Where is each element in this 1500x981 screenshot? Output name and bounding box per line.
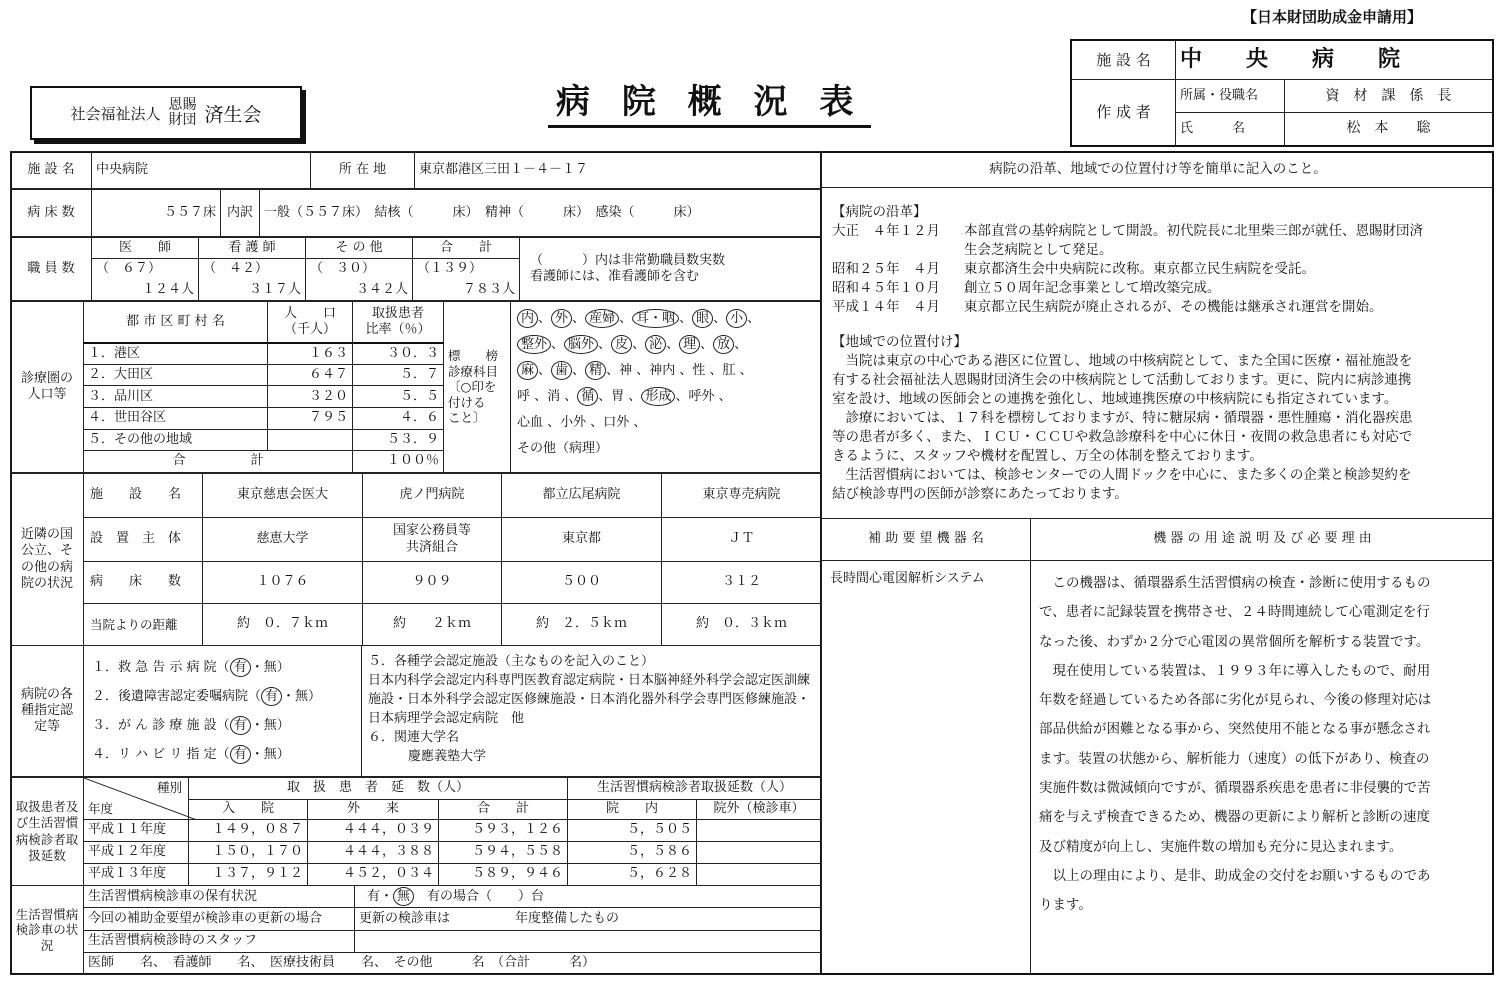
dept-circled: 産婦	[585, 309, 619, 328]
history-entry	[832, 241, 1492, 260]
facility-label: 施 設 名	[1071, 40, 1176, 80]
vehicle-yes: 有・	[367, 889, 394, 905]
patients-sum: ５９４，５５８	[439, 842, 568, 864]
equipment-head: 補 助 要 望 機 器 名	[822, 519, 1031, 561]
dept-plain: 呼 、消 、	[517, 389, 578, 404]
vehicle-ownership-label: 生活習慣病検診車の保有状況	[84, 886, 355, 908]
corporation-box	[30, 86, 302, 140]
patients-in: １３７，９１２	[189, 864, 308, 886]
designation-item	[92, 740, 357, 769]
breakdown-label: 内訳	[221, 190, 260, 237]
staff-head-doctor: 医 師	[92, 238, 199, 259]
designation-yes: 有	[261, 687, 282, 706]
equipment-use-line: 及び精度が向上し、実施件数の増加も充分に見込まれます。	[1039, 838, 1403, 855]
designation-no: ・無）	[282, 689, 322, 704]
nearby-beds: ５００	[502, 562, 662, 604]
history-text: 東京都済生会中央病院に改称。東京都立民生病院を受託。	[964, 261, 1315, 277]
equipment-use-line: で、患者に記録装置を携帯させ、２４時間連続して心電測定を行	[1039, 604, 1430, 621]
equipment-use-line: ります。	[1039, 897, 1092, 914]
corporation-mid	[169, 98, 197, 129]
nearby-head-name: 施 設 名	[84, 474, 203, 518]
nearby-name: 都立広尾病院	[502, 474, 662, 518]
staff-full-other: ３４２人	[306, 280, 413, 301]
dept-circled: 耳・咽	[632, 309, 679, 328]
staff-head-total: 合 計	[413, 238, 520, 259]
staff-note-1: （ ）内は非常勤職員数実数	[530, 252, 726, 268]
departments-line-3: 麻 、 歯 、 精 、神 、神内 、性 、肛 、	[517, 358, 815, 384]
patients-head-out: 外 来	[308, 800, 439, 820]
population-head-ratio-1: 取扱患者	[371, 305, 424, 321]
patients-year: 平成１３年度	[84, 864, 189, 886]
staff-full-doctor: １２４人	[92, 280, 199, 301]
patients-out: ４５２，０３４	[308, 864, 439, 886]
dept-value: 資 材 課 係 長	[1285, 80, 1494, 113]
area-ratio: ４．６	[353, 407, 444, 429]
history-date: 大正 ４年１２月	[832, 223, 940, 239]
area-name: ２．大田区	[84, 364, 268, 386]
beds-label: 病 床 数	[11, 190, 92, 237]
area-name: ４．世田谷区	[84, 407, 268, 429]
history-text: 生会芝病院として発足。	[964, 242, 1113, 258]
area-ratio: ３０．３	[353, 343, 444, 365]
row-facility	[10, 151, 822, 189]
patients-in: １５０，１７０	[189, 842, 308, 864]
area-ratio: ５３．９	[353, 429, 444, 451]
nearby-name: 東京慈恵会医大	[203, 474, 363, 518]
position-line: きるように、スタッフや機材を配置し、万全の体制を整えております。	[832, 448, 1263, 464]
dept-circled: 脳外	[564, 335, 598, 354]
patients-in: １４９，０８７	[189, 820, 308, 842]
facility-value: 中 央 病 院	[1176, 40, 1494, 80]
breakdown-value: 一般（５５７床） 結核（ 床） 精神（ 床） 感染（ 床）	[260, 190, 822, 237]
application-tag: 【日本財団助成金申請用】	[1242, 8, 1423, 26]
nearby-owner: 東京都	[502, 518, 662, 562]
designations-label: 病院の各種指定認定等	[11, 646, 84, 777]
departments-line-5: 心血 、小外 、口外 、	[517, 415, 647, 430]
row-beds	[10, 189, 822, 237]
nearby-distance: 約 ２．５ｋｍ	[502, 604, 662, 646]
dept-circled: 泌	[645, 335, 666, 354]
nearby-distance: 約 ０．７ｋｍ	[203, 604, 363, 646]
nearby-beds: ９０９	[362, 562, 501, 604]
equipment-use-line: 実施件数は微減傾向ですが、循環器系疾患を患者に非侵襲的で苦	[1039, 780, 1431, 797]
university-value: 慶應義塾大学	[408, 749, 487, 764]
society-text: 日本内科学会認定内科専門医教育認定病院・日本脳神経外科学会認定医訓練施設・日本外科学会認定医修練施設・日本消化器外科学会専門医修練施設・日本病理学会認定病院 他	[368, 673, 811, 726]
staff-note-2: 看護師には、准看護師を含む	[530, 269, 700, 284]
row-population	[10, 301, 822, 473]
area-pop: １６３	[268, 343, 353, 365]
history-instruction: 病院の沿革、地域での位置付け等を簡単に記入のこと。	[822, 151, 1494, 188]
equipment-use-line: 部品供給が困難となる事から、突然使用不能となる事が懸念され	[1039, 721, 1431, 738]
designation-text: １．救 急 告 示 病 院	[92, 660, 217, 675]
area-name: １．港区	[84, 343, 268, 365]
dept-circled: 内	[517, 309, 538, 328]
dept-circled: 眼	[692, 309, 713, 328]
patients-check-in: ５，５８６	[568, 842, 697, 864]
population-label: 診療圏の人口等	[11, 302, 84, 473]
designations-societies	[362, 646, 822, 777]
dept-plain: 胃 、	[611, 389, 642, 404]
equipment-use-line: 現在使用している装置は、１９９３年に導入したもので、耐用	[1039, 662, 1431, 679]
area-name: ５．その他の地域	[84, 429, 268, 451]
designation-yes: 有	[230, 745, 251, 764]
patients-year: 平成１１年度	[84, 820, 189, 842]
nearby-distance: 約 ２ｋｍ	[362, 604, 501, 646]
staff-head-nurse: 看 護 師	[199, 238, 306, 259]
designation-paren: （	[216, 747, 230, 762]
history-text: 東京都立民生病院が廃止されるが、その機能は継承され運営を開始。	[964, 299, 1383, 315]
patients-head-in: 入 院	[189, 800, 308, 820]
patients-head-check-out: 院外（検診車）	[697, 800, 822, 820]
history-entry	[832, 298, 1492, 317]
name-value: 松 本 聡	[1285, 113, 1494, 146]
location-label: 所 在 地	[311, 152, 415, 189]
area-total-ratio: １００％	[353, 451, 444, 473]
area-ratio: ５．５	[353, 386, 444, 408]
departments-line-6: その他（病理）	[517, 441, 609, 456]
equipment-use-line: 以上の理由により、是非、助成金の交付をお願いするものであ	[1039, 867, 1431, 884]
creator-table	[1070, 39, 1494, 147]
history-date: 平成１４年 ４月	[832, 299, 940, 315]
dept-circled: 形成	[641, 387, 675, 406]
area-pop: ３２０	[268, 386, 353, 408]
departments-line-4: 呼 、消 、 循 、胃 、 形成 、呼外 、	[517, 389, 732, 404]
nearby-distance: 約 ０．３ｋｍ	[662, 604, 822, 646]
departments-head-3: 〔○印を	[448, 379, 497, 395]
equipment-use-line: ます。装置の状態から、解析能力（速度）の低下があり、検査の	[1039, 750, 1430, 767]
patients-check-out	[697, 842, 822, 864]
position-title: 【地域での位置付け】	[832, 334, 967, 350]
dept-circled: 麻	[517, 361, 538, 380]
location-value: 東京都港区三田１－４－１７	[415, 152, 822, 189]
row-patients	[10, 777, 822, 886]
designation-paren: （	[216, 718, 230, 733]
facility-name-value: 中央病院	[92, 152, 311, 189]
departments-head-1: 標 榜	[448, 347, 499, 363]
position-line: 結び検診専門の医師が診察にあたっております。	[832, 486, 1128, 502]
dept-circled: 理	[679, 335, 700, 354]
population-head-pop	[268, 302, 353, 343]
staff-full-total: ７８３人	[413, 280, 520, 301]
nearby-head-owner: 設 置 主 体	[84, 518, 203, 562]
designation-item	[92, 682, 357, 711]
dept-circled: 外	[551, 309, 572, 328]
author-label: 作 成 者	[1071, 80, 1176, 146]
departments-line-1: 内 、 外 、 産婦 、 耳・咽 、 眼 、 小 、	[517, 306, 815, 332]
population-head-pop-2: （千人）	[283, 321, 336, 337]
position-section	[832, 333, 1492, 504]
dept-plain: 神 、神内 、性 、肛 、	[619, 363, 753, 378]
corner-top: 種別	[156, 780, 182, 795]
equipment-name: 長時間心電図解析システム	[822, 561, 1031, 976]
area-pop	[268, 429, 353, 451]
vehicle-staff-breakdown: 医師 名、 看護師 名、 医療技術員 名、 その他 名 （合計 名）	[84, 952, 822, 974]
patients-corner	[84, 778, 189, 820]
patients-head-check: 生活習慣病検診者取扱延数（人）	[568, 778, 822, 800]
dept-circled: 整外	[517, 335, 551, 354]
vehicle-staff-label: 生活習慣病検診時のスタッフ	[84, 930, 355, 952]
dept-label: 所属・役職名	[1176, 80, 1285, 113]
history-text: 創立５０周年記念事業として増改築完成。	[964, 280, 1221, 296]
dept-plain: 呼外 、	[688, 389, 732, 404]
staff-part-nurse: （ ４２）	[199, 259, 306, 280]
staff-part-other: （ ３０）	[306, 259, 413, 280]
patients-year: 平成１２年度	[84, 842, 189, 864]
dept-circled: 皮	[611, 335, 632, 354]
designation-paren: （	[216, 660, 230, 675]
staff-notes	[520, 238, 822, 301]
patients-check-in: ５，６２８	[568, 864, 697, 886]
university-heading: ６．関連大学名	[368, 730, 460, 745]
population-head-pop-1: 人 口	[283, 305, 336, 321]
dept-circled: 精	[585, 361, 606, 380]
departments-head	[444, 302, 511, 473]
departments-head-4: 付ける	[448, 394, 486, 410]
departments-line-2: 整外 、 脳外 、 皮 、 泌 、 理 、 放 、	[517, 332, 815, 358]
history-date	[832, 241, 964, 260]
row-designations	[10, 645, 822, 777]
designation-text: ２．後遺障害認定委嘱病院	[92, 689, 249, 704]
equipment-use-head: 機 器 の 用 途 説 明 及 び 必 要 理 由	[1031, 519, 1495, 561]
equipment-use-line: なった後、わずか２分で心電図の異常個所を解析する装置です。	[1039, 633, 1430, 650]
area-ratio: ５．７	[353, 364, 444, 386]
patients-head-check-in: 院 内	[568, 800, 697, 820]
nearby-head-distance: 当院よりの距離	[84, 604, 203, 646]
designation-yes: 有	[230, 658, 251, 677]
vehicle-ownership-value	[355, 886, 822, 908]
designation-no: ・無）	[250, 747, 290, 762]
equipment-use-line: 痛を与えず検査できるため、機器の更新により解析と診断の速度	[1039, 809, 1430, 826]
patients-sum: ５９３，１２６	[439, 820, 568, 842]
row-checkup-vehicle	[10, 885, 822, 975]
vehicle-renewal-label: 今回の補助金要望が検診車の更新の場合	[84, 908, 355, 930]
departments-head-2: 診療科目	[448, 363, 499, 379]
vehicle-no: 無	[393, 887, 414, 906]
designation-yes: 有	[230, 716, 251, 735]
history-title: 【病院の沿革】	[832, 204, 927, 220]
patients-out: ４４４，０３９	[308, 820, 439, 842]
history-entry	[832, 260, 1492, 279]
dept-circled: 放	[713, 335, 734, 354]
dept-circled: 循	[577, 387, 598, 406]
corporation-name: 済生会	[204, 103, 262, 126]
departments-list	[511, 302, 822, 473]
nearby-beds: １０７６	[203, 562, 363, 604]
patients-out: ４４４，３８８	[308, 842, 439, 864]
area-pop: ７９５	[268, 407, 353, 429]
designation-item	[92, 711, 357, 740]
nearby-owner: ＪＴ	[662, 518, 822, 562]
population-head-area: 都 市 区 町 村 名	[84, 302, 268, 343]
population-head-ratio-2: 比率（％）	[365, 321, 431, 337]
patients-head-main: 取 扱 患 者 延 数（人）	[189, 778, 568, 800]
equipment-use	[1031, 561, 1495, 976]
history-text: 本部直営の基幹病院として開設。初代院長に北里柴三郎が就任、恩賜財団済	[964, 223, 1423, 239]
vehicle-count: 有の場合（ ）台	[427, 889, 545, 905]
area-pop: ６４７	[268, 364, 353, 386]
population-head-ratio	[353, 302, 444, 343]
patients-check-out	[697, 864, 822, 886]
nearby-beds: ３１２	[662, 562, 822, 604]
designation-no: ・無）	[250, 660, 290, 675]
corner-bottom: 年度	[88, 801, 114, 817]
dept-circled: 小	[726, 309, 747, 328]
vehicle-label: 生活習慣病検診車の状況	[11, 886, 84, 975]
patients-head-sum: 合 計	[439, 800, 568, 820]
patients-sum: ５８９，９４６	[439, 864, 568, 886]
designation-no: ・無）	[250, 718, 290, 733]
patients-check-out	[697, 820, 822, 842]
nearby-name: 虎ノ門病院	[362, 474, 501, 518]
staff-full-nurse: ３１７人	[199, 280, 306, 301]
equipment-table	[822, 518, 1494, 975]
nearby-name: 東京専売病院	[662, 474, 822, 518]
equipment-use-line: この機器は、循環器系生活習慣病の検査・診断に使用するもの	[1039, 575, 1431, 591]
name-label: 氏 名	[1176, 113, 1285, 146]
area-name: ３．品川区	[84, 386, 268, 408]
designations-list	[84, 646, 362, 777]
designation-text: ４．リ ハ ビ リ 指 定	[92, 747, 217, 762]
history-entry	[832, 222, 1492, 241]
vehicle-staff-blank	[355, 930, 822, 952]
history-entry	[832, 279, 1492, 298]
page-title: 病 院 概 況 表	[548, 74, 871, 128]
equipment-use-line: 年数を経過しているため各部に劣化が見られ、今後の修理対応は	[1039, 692, 1432, 709]
staff-label: 職 員 数	[11, 238, 92, 301]
history-date: 昭和２５年 ４月	[832, 261, 940, 277]
position-line: 室を設け、地域の医師会との連携を強化し、地域連携医療の中核病院にも指定されています。	[832, 391, 1398, 407]
corporation-type: 社会福祉法人	[70, 104, 161, 123]
corporation-mid-1: 恩賜	[168, 96, 197, 113]
departments-head-5: こと〕	[448, 410, 486, 426]
patients-label: 取扱患者及び生活習慣病検診者取扱延数	[11, 778, 84, 886]
vehicle-renewal-value: 更新の検診車は 年度整備したもの	[355, 908, 822, 930]
corporation-mid-2: 財団	[168, 112, 197, 128]
designation-text: ３．が ん 診 療 施 設	[92, 718, 217, 733]
staff-part-total: （１３９）	[413, 259, 520, 280]
position-line: 有する社会福祉法人恩賜財団済生会の中核病院として活動しております。更に、院内に病診連携	[832, 372, 1412, 388]
position-line: 生活習慣病においては、検診センターでの人間ドックを中心に、また多くの企業と検診契約を	[832, 467, 1412, 483]
patients-check-in: ５，５０５	[568, 820, 697, 842]
history-section	[832, 203, 1492, 317]
nearby-label: 近隣の国公立、その他の病院の状況	[11, 474, 84, 646]
row-staff	[10, 237, 822, 301]
area-total-label: 合 計	[84, 451, 353, 473]
nearby-owner: 国家公務員等 共済組合	[362, 518, 501, 562]
position-line: 診療においては、１７科を標榜しておりますが、特に糖尿病・循環器・悪性腫瘍・消化器疾患	[832, 410, 1413, 426]
staff-head-other: そ の 他	[306, 238, 413, 259]
history-date: 昭和４５年１０月	[832, 280, 940, 296]
row-nearby-hospitals	[10, 473, 822, 646]
society-heading: ５．各種学会認定施設（主なものを記入のこと）	[368, 654, 655, 669]
nearby-owner: 慈恵大学	[203, 518, 363, 562]
staff-part-doctor: （ ６７）	[92, 259, 199, 280]
nearby-head-beds: 病 床 数	[84, 562, 203, 604]
beds-value: ５５７床	[92, 190, 221, 237]
dept-circled: 歯	[551, 361, 572, 380]
designation-item	[92, 653, 357, 682]
position-line: 等の患者が多く、また、ＩＣＵ・ＣＣＵや救急診療科を中心に休日・夜間の救急患者にも対応で	[832, 429, 1413, 445]
facility-name-label: 施 設 名	[11, 152, 92, 189]
position-line: 当院は東京の中心である港区に位置し、地域の中核病院として、また全国に医療・福祉施設を	[832, 353, 1413, 369]
designation-paren: （	[248, 689, 262, 704]
